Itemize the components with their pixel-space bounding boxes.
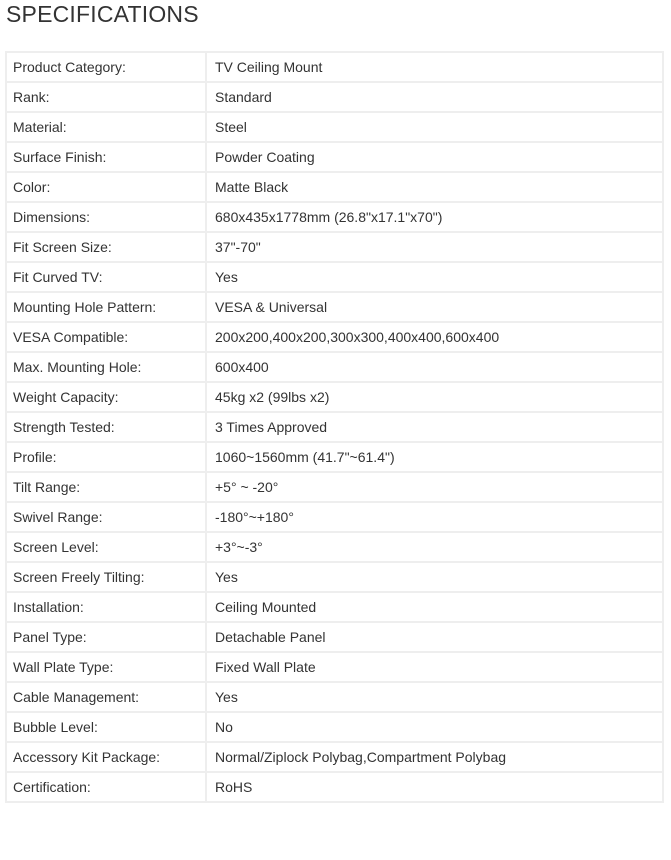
spec-label: Wall Plate Type:	[6, 652, 206, 682]
spec-value: 200x200,400x200,300x300,400x400,600x400	[206, 322, 663, 352]
table-row	[6, 172, 663, 202]
table-row	[6, 292, 663, 322]
spec-label: Tilt Range:	[6, 472, 206, 502]
spec-value: TV Ceiling Mount	[206, 52, 663, 82]
spec-label: Weight Capacity:	[6, 382, 206, 412]
table-row	[6, 142, 663, 172]
spec-label: Installation:	[6, 592, 206, 622]
spec-label: Max. Mounting Hole:	[6, 352, 206, 382]
page-title: SPECIFICATIONS	[6, 1, 199, 27]
spec-value: No	[206, 712, 663, 742]
spec-value: 45kg x2 (99lbs x2)	[206, 382, 663, 412]
table-row	[6, 562, 663, 592]
table-row	[6, 382, 663, 412]
table-row	[6, 472, 663, 502]
spec-value: Powder Coating	[206, 142, 663, 172]
table-row	[6, 502, 663, 532]
spec-label: Color:	[6, 172, 206, 202]
table-row	[6, 652, 663, 682]
table-row	[6, 442, 663, 472]
spec-value: RoHS	[206, 772, 663, 802]
table-row	[6, 82, 663, 112]
table-row	[6, 742, 663, 772]
spec-label: Profile:	[6, 442, 206, 472]
table-row	[6, 352, 663, 382]
spec-value: 600x400	[206, 352, 663, 382]
spec-value: Yes	[206, 262, 663, 292]
spec-label: Swivel Range:	[6, 502, 206, 532]
spec-value: Ceiling Mounted	[206, 592, 663, 622]
spec-value: Yes	[206, 562, 663, 592]
spec-label: Surface Finish:	[6, 142, 206, 172]
spec-label: Bubble Level:	[6, 712, 206, 742]
spec-label: VESA Compatible:	[6, 322, 206, 352]
table-row	[6, 532, 663, 562]
table-row	[6, 322, 663, 352]
specifications-table-body	[6, 52, 663, 802]
spec-label: Cable Management:	[6, 682, 206, 712]
spec-label: Panel Type:	[6, 622, 206, 652]
spec-value: 680x435x1778mm (26.8"x17.1"x70")	[206, 202, 663, 232]
spec-label: Rank:	[6, 82, 206, 112]
table-row	[6, 682, 663, 712]
table-row	[6, 112, 663, 142]
spec-label: Mounting Hole Pattern:	[6, 292, 206, 322]
table-row	[6, 202, 663, 232]
spec-value: +5° ~ -20°	[206, 472, 663, 502]
spec-value: VESA & Universal	[206, 292, 663, 322]
spec-label: Screen Level:	[6, 532, 206, 562]
spec-value: 3 Times Approved	[206, 412, 663, 442]
table-row	[6, 712, 663, 742]
table-row	[6, 592, 663, 622]
table-row	[6, 262, 663, 292]
spec-label: Strength Tested:	[6, 412, 206, 442]
table-row	[6, 772, 663, 802]
spec-value: Fixed Wall Plate	[206, 652, 663, 682]
spec-value: Standard	[206, 82, 663, 112]
spec-label: Product Category:	[6, 52, 206, 82]
spec-label: Material:	[6, 112, 206, 142]
spec-label: Fit Screen Size:	[6, 232, 206, 262]
spec-value: Yes	[206, 682, 663, 712]
specifications-table	[5, 51, 664, 803]
spec-label: Dimensions:	[6, 202, 206, 232]
spec-label: Fit Curved TV:	[6, 262, 206, 292]
spec-value: 1060~1560mm (41.7"~61.4")	[206, 442, 663, 472]
spec-value: Matte Black	[206, 172, 663, 202]
table-row	[6, 412, 663, 442]
spec-label: Accessory Kit Package:	[6, 742, 206, 772]
spec-label: Screen Freely Tilting:	[6, 562, 206, 592]
spec-label: Certification:	[6, 772, 206, 802]
table-row	[6, 232, 663, 262]
spec-value: 37"-70"	[206, 232, 663, 262]
spec-value: +3°~-3°	[206, 532, 663, 562]
table-row	[6, 622, 663, 652]
spec-value: Normal/Ziplock Polybag,Compartment Polybag	[206, 742, 663, 772]
spec-value: -180°~+180°	[206, 502, 663, 532]
spec-value: Steel	[206, 112, 663, 142]
table-row	[6, 52, 663, 82]
spec-value: Detachable Panel	[206, 622, 663, 652]
